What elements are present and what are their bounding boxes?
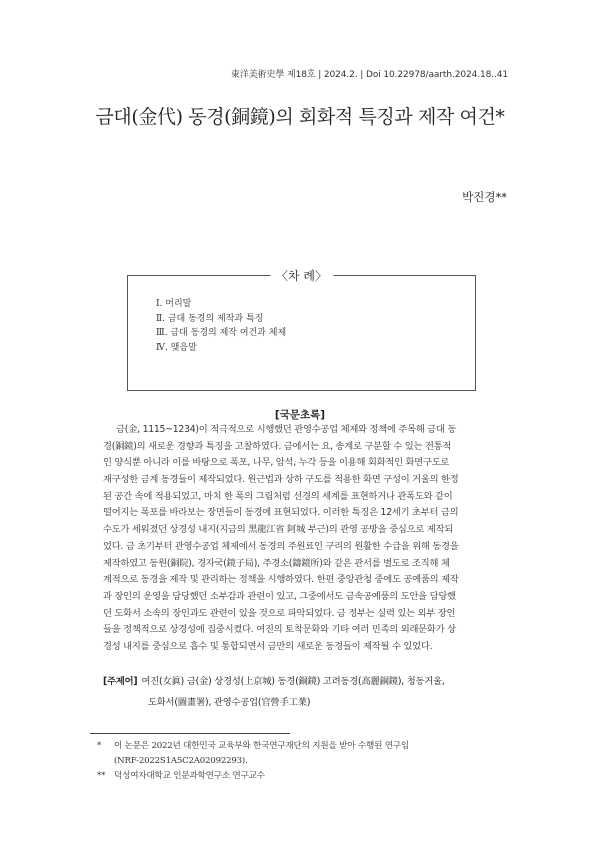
footnote-divider	[90, 733, 290, 734]
abstract-line: 된 공간 속에 적용되었고, 마치 한 폭의 그림처럼 선경의 세계를 표현하거나 관폭도와 같이	[103, 490, 453, 502]
abstract-line: 떨어지는 폭포를 바라보는 장면들이 동경에 표현되었다. 이러한 특징은 12세기 초부터 금의	[103, 507, 459, 519]
abstract-body	[103, 422, 497, 656]
abstract-line: 경성 내지를 중심으로 흡수 및 통합되면서 금만의 새로운 동경들이 제작될 수 있었다.	[103, 640, 433, 652]
footnotes	[97, 739, 409, 784]
abstract-title: [국문초록]	[274, 409, 326, 421]
abstract-line: 제작하였고 동원(銅院), 경자국(鏡子局), 주경소(鑄鏡所)와 같은 관서를 별도로 조직해 체	[103, 557, 450, 569]
toc-list	[156, 297, 286, 355]
footnote-mark: *	[97, 741, 102, 751]
keywords	[103, 671, 503, 713]
abstract-line: 금(金, 1115~1234)이 적극적으로 시행했던 관영수공업 체제와 정책에 주목해 금대 동	[116, 424, 457, 435]
abstract-line: 인 양식뿐 아니라 이를 바탕으로 폭포, 나무, 암석, 누각 등을 이용해 회화적인 화면구도로	[103, 457, 450, 469]
toc-item: Ⅰ. 머리말	[156, 299, 192, 309]
keywords-line: 여진(女眞) 금(金) 상경성(上京城) 동경(銅鏡) 고려동경(高麗銅鏡), 청동거울,	[141, 676, 445, 687]
abstract-line: 수도가 세워졌던 상경성 내지(지금의 黑龍江省 阿城 부근)의 관영 공방을 중심으로 제작되	[103, 524, 454, 536]
abstract-line: 었다. 금 초기부터 관영수공업 체제에서 동경의 주원료인 구리의 원활한 수급을 위해 동경을	[103, 540, 459, 552]
abstract-line: 던 도화서 소속의 장인과도 관련이 있을 것으로 파악되었다. 금 정부는 실력 있는 외부 장인	[103, 607, 456, 619]
toc-item: Ⅳ. 맺음말	[156, 342, 197, 353]
abstract-line: 재구성한 금계 동경들이 제작되었다. 원근법과 상하 구도를 적용한 화면 구성이 거울의 한정	[103, 474, 459, 486]
abstract-line: 과 장인의 운영을 담당했던 소부감과 관련이 있고, 그중에서도 금속공예품의 도안을 담당했	[103, 590, 456, 602]
abstract-line: 경(銅鏡)의 새로운 경향과 특징을 고찰하였다. 금에서는 요, 송계로 구분할 수 있는 전통적	[103, 440, 452, 452]
abstract-line: 들을 정책적으로 상경성에 집중시켰다. 여진의 토착문화와 기타 여러 민족의 외래문화가 상	[103, 624, 456, 636]
abstract-line: 계적으로 동경을 제작 및 관리하는 정책을 시행하였다. 한편 중앙관청 중에도 공예품의 제작	[103, 574, 459, 586]
footnote-text: (NRF-2022S1A5C2A02092293).	[114, 756, 248, 766]
keywords-line: 도화서(圖畫署), 관영수공업(官營手工業)	[148, 697, 311, 708]
paper-title: 금대(金代) 동경(銅鏡)의 회화적 특징과 제작 여건*	[95, 106, 505, 128]
toc-item: Ⅲ. 금대 동경의 제작 여건과 체제	[156, 328, 287, 339]
footnote-text: 이 논문은 2022년 대한민국 교육부와 한국연구재단의 지원을 받아 수행된 연구임	[114, 741, 410, 751]
keywords-label: [주제어]	[103, 676, 138, 687]
footnote-mark: **	[97, 771, 106, 781]
author-name: 박진경**	[462, 190, 507, 204]
table-of-contents	[127, 269, 476, 391]
toc-item: Ⅱ. 금대 동경의 제작과 특징	[156, 313, 264, 324]
running-header: 東洋美術史學 제18호 | 2024.2. | Doi 10.22978/aarth.2024.18..41	[230, 70, 508, 80]
toc-title: 〈차 례〉	[270, 267, 333, 284]
footnote-text: 덕성여자대학교 인문과학연구소 연구교수	[114, 771, 265, 781]
